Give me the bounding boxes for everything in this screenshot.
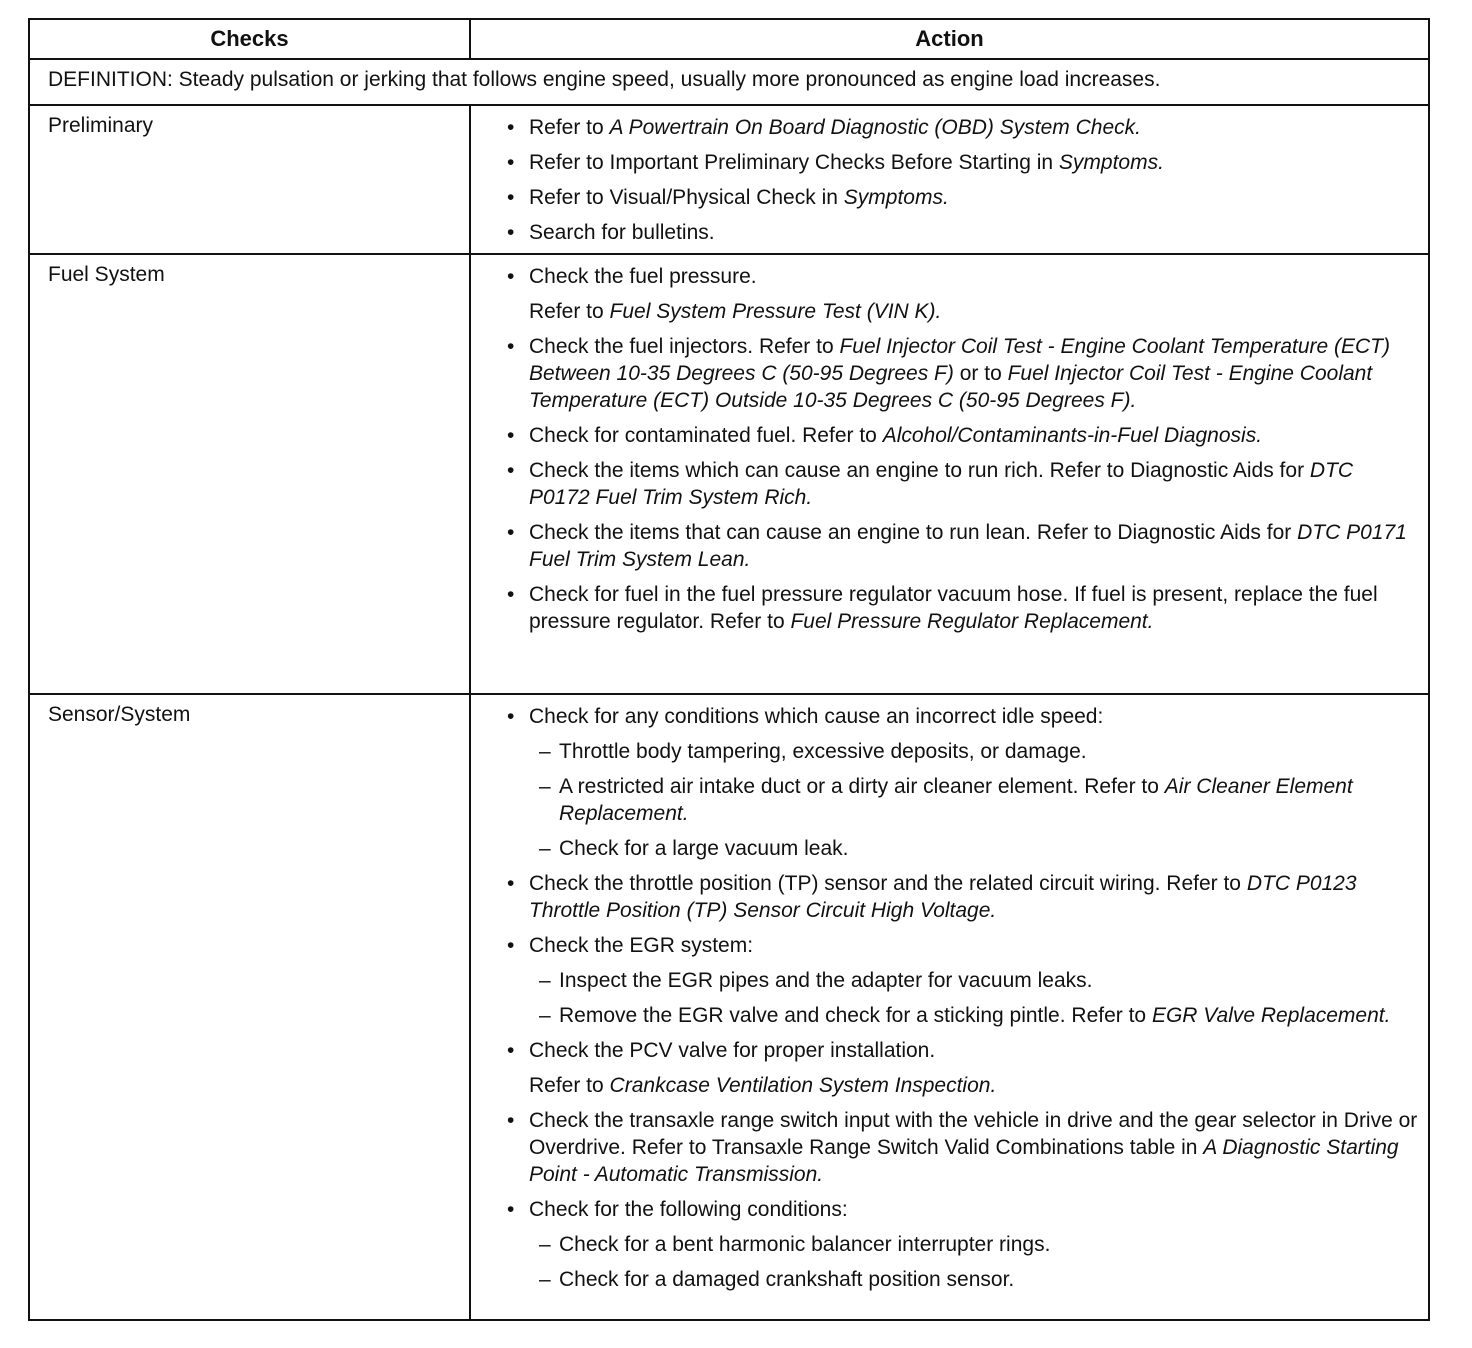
dash-icon: –	[539, 775, 551, 798]
bullet-icon: •	[507, 1039, 515, 1062]
item-text: Check for contaminated fuel. Refer to	[529, 424, 883, 447]
item-text: Check the fuel injectors. Refer to	[529, 335, 840, 358]
item-reference: Symptoms.	[843, 186, 949, 209]
table-row-fuel-system	[30, 253, 1428, 693]
item-reference: Fuel System Pressure Test (VIN K).	[609, 300, 942, 323]
bullet-icon: •	[507, 335, 515, 358]
list-item	[501, 1196, 1418, 1223]
item-reference: A Diagnostic Starting Point - Automatic Transmission.	[529, 1136, 1399, 1186]
item-reference: Fuel Pressure Regulator Replacement.	[790, 610, 1154, 633]
bullet-icon: •	[507, 872, 515, 895]
dash-icon: –	[539, 1268, 551, 1291]
item-text: Check the PCV valve for proper installation.	[529, 1039, 936, 1062]
item-reference: Alcohol/Contaminants-in-Fuel Diagnosis.	[882, 424, 1263, 447]
action-cell-sensor-system	[471, 695, 1428, 1319]
item-text: Refer to	[529, 300, 610, 323]
item-text: or to	[953, 362, 1008, 385]
item-text: Check the fuel pressure.	[529, 265, 757, 288]
item-text: Check the EGR system:	[529, 934, 754, 957]
dash-icon: –	[539, 969, 551, 992]
item-reference: EGR Valve Replacement.	[1151, 1004, 1391, 1027]
bullet-icon: •	[507, 265, 515, 288]
bullet-icon: •	[507, 221, 515, 244]
list-item	[501, 263, 1418, 290]
bullet-icon: •	[507, 151, 515, 174]
check-label-fuel-system: Fuel System	[30, 255, 471, 693]
dash-icon: –	[539, 740, 551, 763]
table-row-sensor-system	[30, 693, 1428, 1319]
sub-item	[501, 773, 1418, 827]
bullet-icon: •	[507, 459, 515, 482]
item-text: Refer to Important Preliminary Checks Before Starting in	[529, 151, 1059, 174]
list-item	[501, 1107, 1418, 1188]
bullet-icon: •	[507, 1109, 515, 1132]
bullet-icon: •	[507, 186, 515, 209]
header-action: Action	[915, 26, 984, 51]
item-text: Check for any conditions which cause an incorrect idle speed:	[529, 705, 1104, 728]
list-item	[501, 703, 1418, 730]
list-item	[501, 581, 1418, 635]
bullet-icon: •	[507, 116, 515, 139]
item-text: Check the throttle position (TP) sensor and the related circuit wiring. Refer to	[529, 872, 1247, 895]
bullet-icon: •	[507, 934, 515, 957]
item-reference: Fuel Injector Coil Test - Engine Coolant Temperature (ECT) Outside 10-35 Degrees C (50-95 Degrees F).	[529, 362, 1373, 412]
header-checks: Checks	[30, 20, 471, 58]
item-text: Check for a damaged crankshaft position sensor.	[559, 1268, 1015, 1291]
sub-item	[501, 1266, 1418, 1293]
item-text: Check for a bent harmonic balancer interrupter rings.	[559, 1233, 1051, 1256]
list-item	[501, 870, 1418, 924]
item-reference: Air Cleaner Element Replacement.	[559, 775, 1353, 825]
action-cell-fuel-system	[471, 255, 1428, 693]
table-header-row	[30, 20, 1428, 58]
bullet-icon: •	[507, 521, 515, 544]
item-text: Check the transaxle range switch input with the vehicle in drive and the gear selector in Drive or Overdrive. Refer to Transaxle Range Switch Valid Combinations table in	[529, 1109, 1418, 1159]
dash-icon: –	[539, 1004, 551, 1027]
sub-item	[501, 1231, 1418, 1258]
list-item	[501, 184, 1418, 211]
sub-item	[501, 738, 1418, 765]
item-text: Check the items that can cause an engine to run lean. Refer to Diagnostic Aids for	[529, 521, 1298, 544]
list-item	[501, 149, 1418, 176]
list-item	[501, 519, 1418, 573]
list-note	[501, 298, 1418, 325]
dash-icon: –	[539, 837, 551, 860]
item-text: Refer to	[529, 1074, 610, 1097]
item-text: Refer to	[529, 116, 610, 139]
list-item	[501, 1037, 1418, 1064]
list-note	[501, 1072, 1418, 1099]
item-text: Check for the following conditions:	[529, 1198, 848, 1221]
item-text: Check for a large vacuum leak.	[559, 837, 849, 860]
table-row-preliminary	[30, 104, 1428, 253]
definition-text: DEFINITION: Steady pulsation or jerking that follows engine speed, usually more pronounced as engine load increases.	[48, 68, 1161, 91]
sub-item	[501, 835, 1418, 862]
item-text: Refer to Visual/Physical Check in	[529, 186, 844, 209]
item-text: Inspect the EGR pipes and the adapter for vacuum leaks.	[559, 969, 1093, 992]
item-reference: A Powertrain On Board Diagnostic (OBD) System Check.	[609, 116, 1141, 139]
list-item	[501, 333, 1418, 414]
definition-row	[30, 58, 1428, 104]
check-label-preliminary: Preliminary	[30, 106, 471, 253]
item-reference: Symptoms.	[1058, 151, 1164, 174]
item-reference: Crankcase Ventilation System Inspection.	[609, 1074, 997, 1097]
dash-icon: –	[539, 1233, 551, 1256]
list-item	[501, 457, 1418, 511]
bullet-icon: •	[507, 424, 515, 447]
list-item	[501, 932, 1418, 959]
item-text: Remove the EGR valve and check for a sticking pintle. Refer to	[559, 1004, 1152, 1027]
action-cell-preliminary	[471, 106, 1428, 253]
sub-item	[501, 1002, 1418, 1029]
list-item	[501, 219, 1418, 246]
bullet-icon: •	[507, 705, 515, 728]
item-reference: DTC P0123 Throttle Position (TP) Sensor Circuit High Voltage.	[529, 872, 1357, 922]
sub-item	[501, 967, 1418, 994]
item-text: Throttle body tampering, excessive deposits, or damage.	[559, 740, 1087, 763]
check-label-sensor-system: Sensor/System	[30, 695, 471, 1319]
list-item	[501, 114, 1418, 141]
item-reference: DTC P0172 Fuel Trim System Rich.	[529, 459, 1354, 509]
item-reference: DTC P0171 Fuel Trim System Lean.	[529, 521, 1407, 571]
item-text: Search for bulletins.	[529, 221, 715, 244]
item-text: Check for fuel in the fuel pressure regulator vacuum hose. If fuel is present, replace the fuel pressure regulator. Refer to	[529, 583, 1378, 633]
bullet-icon: •	[507, 583, 515, 606]
bullet-icon: •	[507, 1198, 515, 1221]
item-text: A restricted air intake duct or a dirty air cleaner element. Refer to	[559, 775, 1165, 798]
item-reference: Fuel Injector Coil Test - Engine Coolant Temperature (ECT) Between 10-35 Degrees C (50-95 Degrees F)	[529, 335, 1391, 385]
list-item	[501, 422, 1418, 449]
item-text: Check the items which can cause an engine to run rich. Refer to Diagnostic Aids for	[529, 459, 1310, 482]
diagnostic-table	[28, 18, 1430, 1321]
